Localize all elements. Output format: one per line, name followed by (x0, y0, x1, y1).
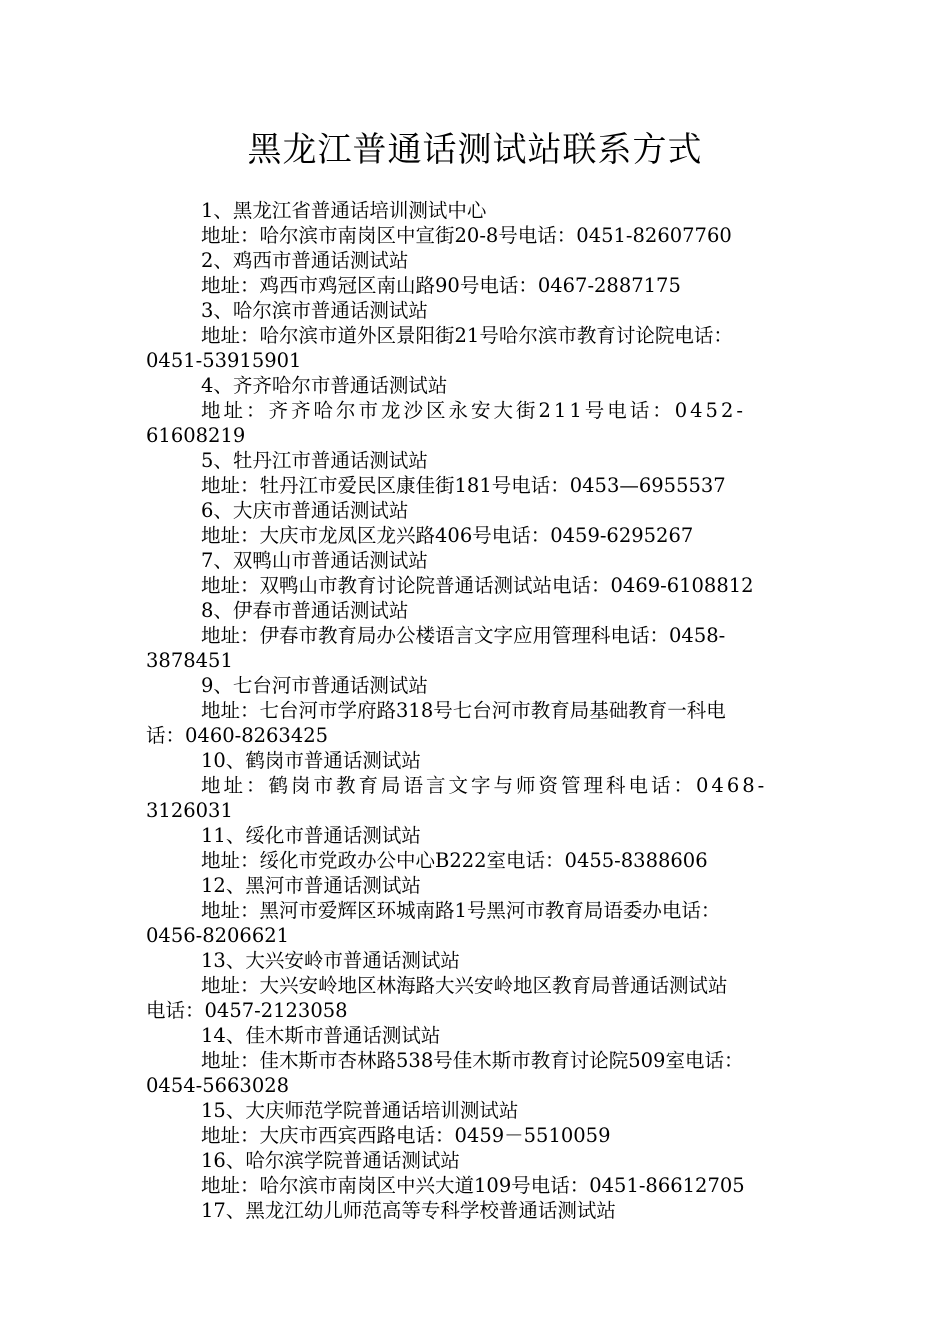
station-heading: 4、齐齐哈尔市普通话测试站 (201, 374, 448, 397)
station-address: 地址：哈尔滨市南岗区中兴大道109号电话：0451-86612705 (201, 1174, 745, 1197)
station-address: 地址：黑河市爱辉区环城南路1号黑河市教育局语委办电话： (201, 899, 721, 922)
station-heading: 1、黑龙江省普通话培训测试中心 (201, 199, 487, 222)
station-address-continued: 3878451 (146, 649, 233, 672)
station-heading: 5、牡丹江市普通话测试站 (201, 449, 428, 472)
station-heading: 2、鸡西市普通话测试站 (201, 249, 409, 272)
station-heading: 17、黑龙江幼儿师范高等专科学校普通话测试站 (201, 1199, 616, 1222)
station-address: 地址：哈尔滨市南岗区中宣街20-8号电话：0451-82607760 (201, 224, 732, 247)
station-heading: 9、七台河市普通话测试站 (201, 674, 428, 697)
station-heading: 16、哈尔滨学院普通话测试站 (201, 1149, 460, 1172)
station-address: 地址：绥化市党政办公中心B222室电话：0455-8388606 (201, 849, 708, 872)
station-address-continued: 3126031 (146, 799, 233, 822)
station-address-continued: 61608219 (146, 424, 246, 447)
station-address-continued: 0451-53915901 (146, 349, 302, 372)
station-address: 地址：齐齐哈尔市龙沙区永安大街211号电话：0452- (201, 399, 746, 422)
station-address: 地址：七台河市学府路318号七台河市教育局基础教育一科电 (201, 699, 726, 722)
station-heading: 7、双鸭山市普通话测试站 (201, 549, 428, 572)
station-address: 地址：鸡西市鸡冠区南山路90号电话：0467-2887175 (201, 274, 681, 297)
station-address: 地址：伊春市教育局办公楼语言文字应用管理科电话：0458- (201, 624, 726, 647)
station-heading: 15、大庆师范学院普通话培训测试站 (201, 1099, 519, 1122)
station-address: 地址：大庆市西宾西路电话：0459－5510059 (201, 1124, 611, 1147)
station-address-continued: 0454-5663028 (146, 1074, 290, 1097)
station-address: 地址：双鸭山市教育讨论院普通话测试站电话：0469-6108812 (201, 574, 754, 597)
station-address-continued: 0456-8206621 (146, 924, 290, 947)
station-address-continued: 电话：0457-2123058 (146, 999, 348, 1022)
station-heading: 14、佳木斯市普通话测试站 (201, 1024, 441, 1047)
station-address: 地址：牡丹江市爱民区康佳街181号电话：0453—6955537 (201, 474, 726, 497)
station-address-continued: 话：0460-8263425 (146, 724, 329, 747)
station-address: 地址：哈尔滨市道外区景阳街21号哈尔滨市教育讨论院电话： (201, 324, 733, 347)
station-heading: 12、黑河市普通话测试站 (201, 874, 421, 897)
station-address: 地址：鹤岗市教育局语言文字与师资管理科电话：0468- (201, 774, 768, 797)
document-title: 黑龙江普通话测试站联系方式 (247, 130, 703, 170)
station-address: 地址：佳木斯市杏林路538号佳木斯市教育讨论院509室电话： (201, 1049, 744, 1072)
station-heading: 8、伊春市普通话测试站 (201, 599, 409, 622)
station-heading: 11、绥化市普通话测试站 (201, 824, 421, 847)
station-heading: 13、大兴安岭市普通话测试站 (201, 949, 460, 972)
station-heading: 3、哈尔滨市普通话测试站 (201, 299, 428, 322)
station-heading: 10、鹤岗市普通话测试站 (201, 749, 421, 772)
station-address: 地址：大兴安岭地区林海路大兴安岭地区教育局普通话测试站 (201, 974, 728, 997)
station-heading: 6、大庆市普通话测试站 (201, 499, 409, 522)
station-list (146, 198, 810, 1223)
station-address: 地址：大庆市龙凤区龙兴路406号电话：0459-6295267 (201, 524, 694, 547)
